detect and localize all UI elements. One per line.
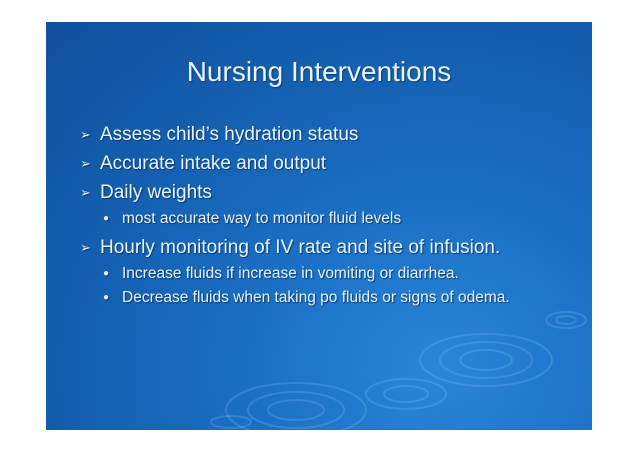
bullet-intake-output: [46, 149, 592, 178]
bullet-text: Daily weights: [100, 182, 212, 203]
slide-title: Nursing Interventions: [186, 56, 452, 87]
bullet-text: Accurate intake and output: [100, 153, 327, 174]
slide: [46, 22, 592, 430]
bullet-daily-weights: [46, 178, 592, 207]
arrow-bullet-icon: ➢: [80, 127, 91, 142]
arrow-bullet-icon: ➢: [80, 156, 91, 171]
arrow-bullet-icon: ➢: [80, 185, 91, 200]
sub-bullet-text: Increase fluids if increase in vomiting or diarrhea.: [122, 265, 459, 282]
sub-bullet-increase-fluids: [46, 264, 592, 284]
bullet-iv-monitoring: [46, 233, 592, 262]
bullet-text: Assess child’s hydration status: [100, 124, 359, 145]
sub-bullet-text: Decrease fluids when taking po fluids or signs of odema.: [122, 289, 510, 306]
bullet-list: [46, 120, 592, 312]
bullet-text: Hourly monitoring of IV rate and site of infusion.: [100, 237, 501, 258]
sub-bullet-fluid-levels: [46, 209, 592, 229]
sub-bullet-text: most accurate way to monitor fluid levels: [122, 210, 402, 227]
arrow-bullet-icon: ➢: [80, 240, 91, 255]
dot-bullet-icon: ●: [103, 268, 110, 279]
sub-bullet-decrease-fluids: [46, 288, 592, 308]
dot-bullet-icon: ●: [103, 292, 110, 303]
bullet-assess-hydration: [46, 120, 592, 149]
dot-bullet-icon: ●: [103, 213, 110, 224]
